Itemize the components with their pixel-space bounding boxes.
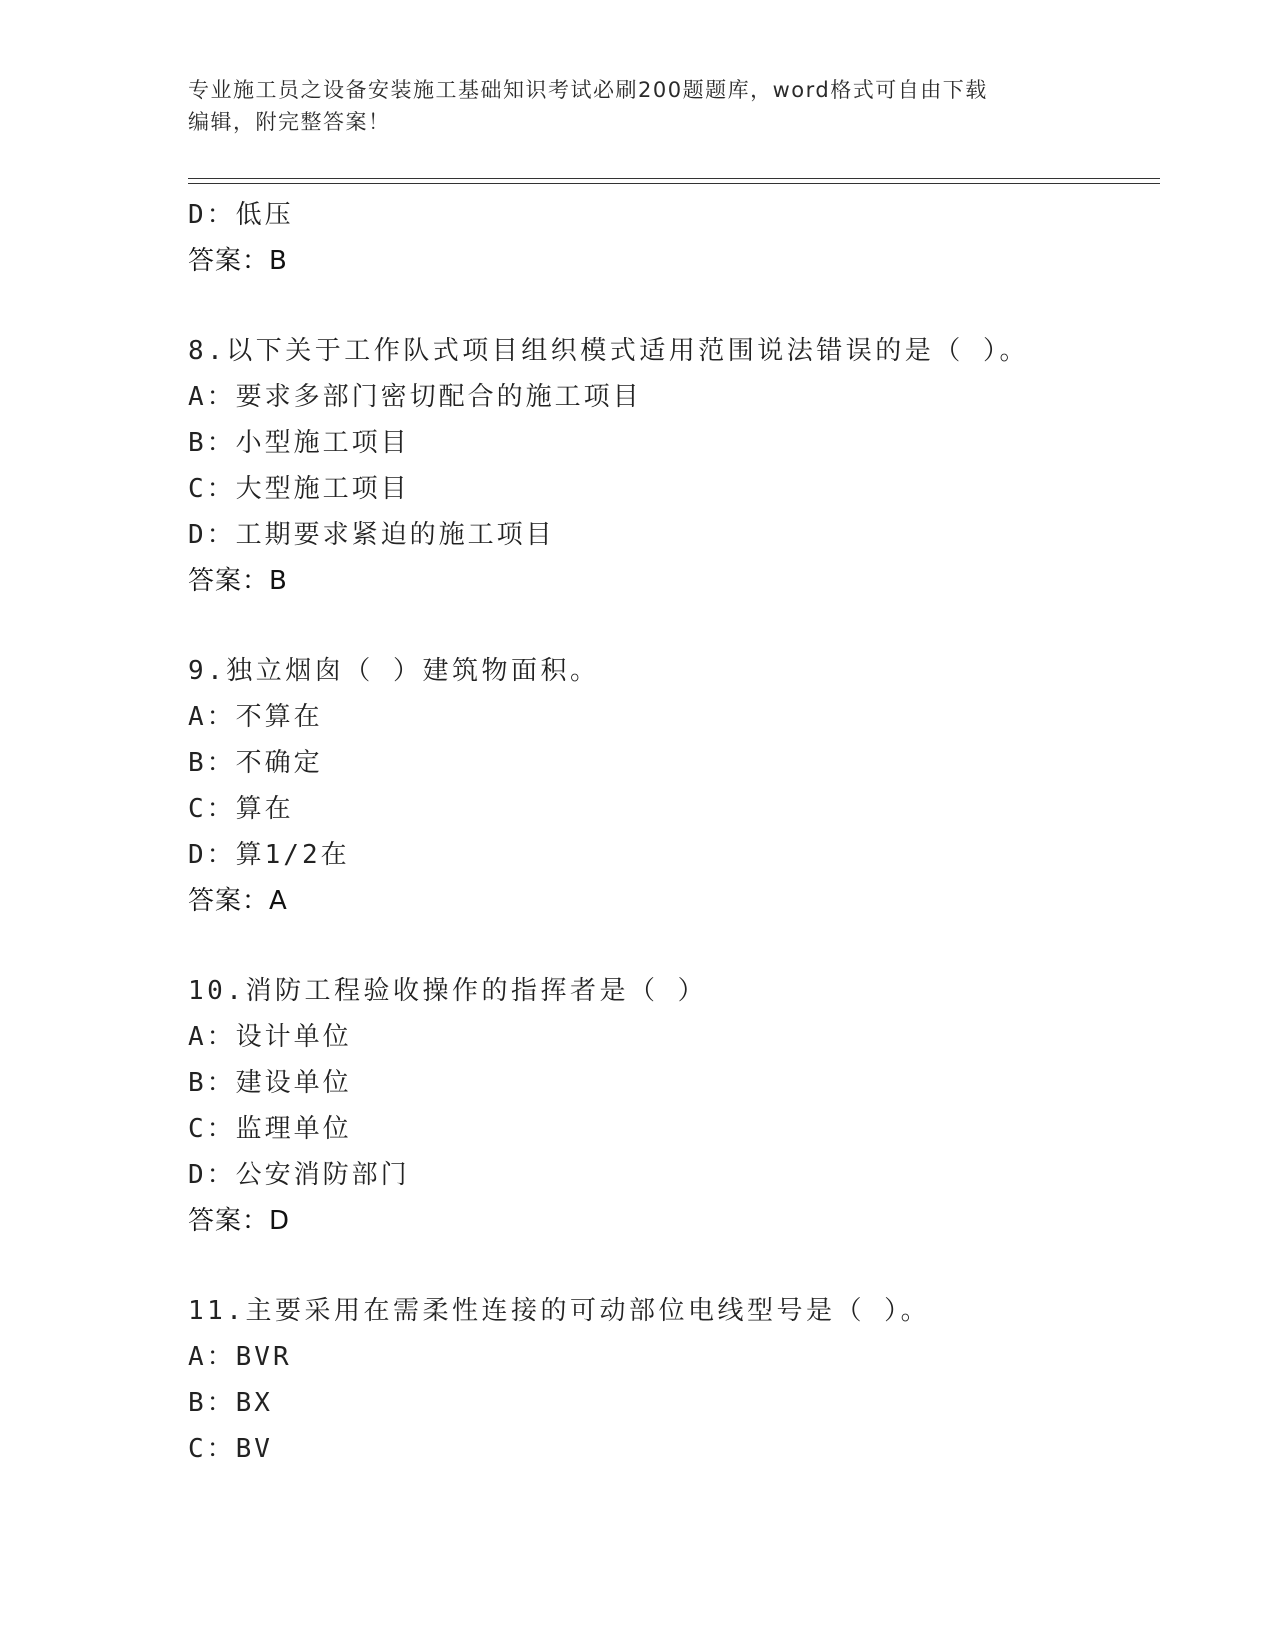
question-block bbox=[188, 1288, 1160, 1472]
option-c: C：BV bbox=[188, 1434, 273, 1464]
spacer bbox=[188, 284, 1160, 328]
option-c: C：大型施工项目 bbox=[188, 474, 410, 504]
question-stem: 10.消防工程验收操作的指挥者是（ ） bbox=[188, 976, 708, 1006]
option-a: A：设计单位 bbox=[188, 1022, 352, 1052]
option-b: B：不确定 bbox=[188, 748, 323, 778]
answer-line: 答案：B bbox=[188, 246, 288, 276]
option-d: D：工期要求紧迫的施工项目 bbox=[188, 520, 555, 550]
question-list bbox=[188, 192, 1160, 1472]
spacer bbox=[188, 924, 1160, 968]
question-block bbox=[188, 968, 1160, 1244]
answer-line: 答案：A bbox=[188, 886, 288, 916]
spacer bbox=[188, 604, 1160, 648]
question-stem: 11.主要采用在需柔性连接的可动部位电线型号是（ ）。 bbox=[188, 1296, 931, 1326]
question-stem: 9.独立烟囱（ ）建筑物面积。 bbox=[188, 656, 600, 686]
option-a: A：要求多部门密切配合的施工项目 bbox=[188, 382, 642, 412]
option-a: A：BVR bbox=[188, 1342, 292, 1372]
option-d: D：算1/2在 bbox=[188, 840, 350, 870]
document-header bbox=[188, 74, 1068, 138]
option-b: B：建设单位 bbox=[188, 1068, 352, 1098]
option-d: D：公安消防部门 bbox=[188, 1160, 410, 1190]
option-b: B：BX bbox=[188, 1388, 273, 1418]
header-line-1: 专业施工员之设备安装施工基础知识考试必刷200题题库，word格式可自由下载 bbox=[188, 78, 988, 102]
question-block bbox=[188, 328, 1160, 604]
header-line-2: 编辑，附完整答案！ bbox=[188, 110, 391, 134]
option-c: C：算在 bbox=[188, 794, 294, 824]
option-c: C：监理单位 bbox=[188, 1114, 352, 1144]
question-block bbox=[188, 648, 1160, 924]
header-divider-bottom bbox=[188, 183, 1160, 184]
option-d: D：低压 bbox=[188, 200, 294, 230]
header-divider-top bbox=[188, 178, 1160, 179]
question-stem: 8.以下关于工作队式项目组织模式适用范围说法错误的是（ ）。 bbox=[188, 336, 1029, 366]
spacer bbox=[188, 1244, 1160, 1288]
answer-line: 答案：B bbox=[188, 566, 288, 596]
option-b: B：小型施工项目 bbox=[188, 428, 410, 458]
option-a: A：不算在 bbox=[188, 702, 323, 732]
answer-line: 答案：D bbox=[188, 1206, 291, 1236]
